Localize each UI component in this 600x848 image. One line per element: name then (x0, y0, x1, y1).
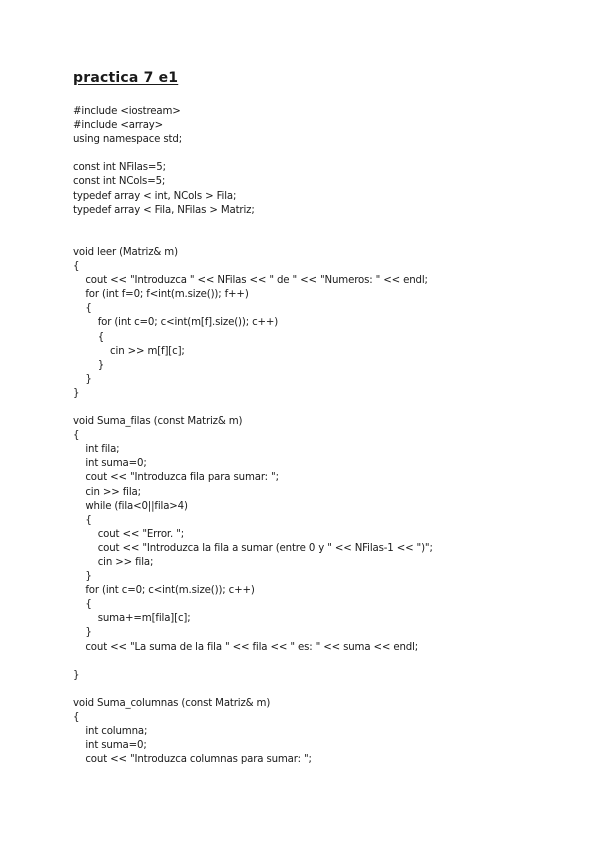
code-line: } (73, 669, 80, 681)
code-line: } (73, 359, 105, 371)
code-line: cout << "La suma de la fila " << fila << " es: " << suma << endl; (73, 641, 419, 653)
code-line: { (73, 331, 105, 343)
code-line: void Suma_filas (const Matriz& m) (73, 416, 243, 428)
code-line: int suma=0; (73, 740, 147, 752)
code-line: typedef array < Fila, NFilas > Matriz; (73, 204, 255, 216)
code-line (73, 218, 433, 232)
code-line (73, 401, 433, 415)
code-line: cin >> fila; (73, 486, 141, 498)
code-line: { (73, 712, 80, 724)
code-line: for (int c=0; c<int(m[f].size()); c++) (73, 317, 279, 329)
code-line: cin >> fila; (73, 557, 154, 568)
code-line: cout << "Introduzca la fila a sumar (entre 0 y " << NFilas-1 << ")"; (73, 542, 433, 554)
code-line: } (73, 627, 92, 639)
code-line: { (73, 514, 92, 526)
code-line: { (73, 599, 92, 611)
code-line: #include <array> (73, 120, 164, 132)
code-line: void Suma_columnas (const Matriz& m) (73, 697, 271, 709)
code-line: for (int c=0; c<int(m.size()); c++) (73, 585, 255, 597)
code-line: const int NFilas=5; (73, 162, 166, 174)
code-line: while (fila<0||fila>4) (73, 500, 188, 512)
code-line: { (73, 261, 80, 273)
code-line: cout << "Introduzca " << NFilas << " de " << "Numeros: " << endl; (73, 275, 428, 287)
code-line: cout << "Error. "; (73, 528, 185, 540)
code-line: { (73, 430, 80, 442)
code-line: void leer (Matriz& m) (73, 246, 178, 258)
code-line: using namespace std; (73, 134, 182, 146)
code-line: int columna; (73, 726, 148, 738)
code-line: typedef array < int, NCols > Fila; (73, 190, 237, 202)
code-block (73, 105, 433, 767)
code-line: } (73, 373, 92, 385)
code-line (73, 232, 433, 246)
code-line: } (73, 571, 92, 583)
code-line: cin >> m[f][c]; (73, 345, 185, 357)
code-line (73, 655, 433, 669)
code-line: cout << "Introduzca columnas para sumar: "; (73, 754, 312, 766)
code-line: int fila; (73, 444, 120, 456)
code-line (73, 683, 433, 697)
code-line: for (int f=0; f<int(m.size()); f++) (73, 289, 249, 301)
code-line: cout << "Introduzca fila para sumar: "; (73, 472, 279, 484)
code-line: #include <iostream> (73, 106, 181, 117)
code-line: const int NCols=5; (73, 176, 166, 188)
code-line: } (73, 387, 80, 399)
code-line: suma+=m[fila][c]; (73, 613, 191, 625)
code-line: { (73, 303, 92, 315)
code-line (73, 147, 433, 161)
document-title: practica 7 e1 (73, 70, 179, 86)
code-line: int suma=0; (73, 458, 147, 470)
